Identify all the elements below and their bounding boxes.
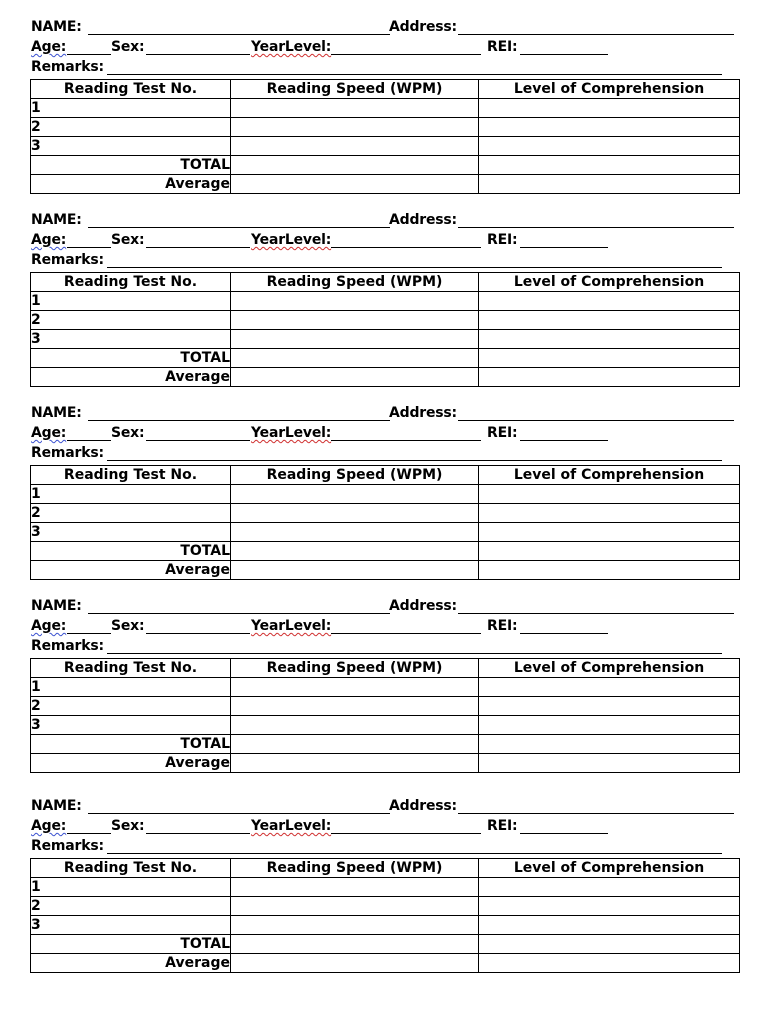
table-row (31, 504, 740, 523)
remarks-label: Remarks: (31, 252, 104, 268)
age-label: Age: (31, 39, 67, 55)
name-label: NAME: (31, 598, 82, 614)
row-label: 3 (31, 330, 231, 349)
address-field[interactable] (458, 227, 734, 228)
speed-cell[interactable] (231, 504, 479, 523)
table-row (31, 292, 740, 311)
row-label: 1 (31, 678, 231, 697)
header-comprehension: Level of Comprehension (479, 859, 740, 878)
remarks-label: Remarks: (31, 59, 104, 75)
table-row (31, 118, 740, 137)
row-label-total: TOTAL (31, 935, 231, 954)
comprehension-cell[interactable] (479, 137, 740, 156)
speed-cell[interactable] (231, 175, 479, 194)
speed-cell[interactable] (231, 156, 479, 175)
table-row-total (31, 349, 740, 368)
speed-cell[interactable] (231, 485, 479, 504)
year-level-field[interactable] (331, 833, 481, 834)
name-field[interactable] (88, 813, 390, 814)
table-row-average (31, 954, 740, 973)
name-label: NAME: (31, 212, 82, 228)
year-level-label: YearLevel: (251, 425, 332, 441)
row-label: 2 (31, 118, 231, 137)
comprehension-cell[interactable] (479, 99, 740, 118)
table-row-total (31, 156, 740, 175)
name-field[interactable] (88, 420, 390, 421)
speed-cell[interactable] (231, 311, 479, 330)
row-label: 1 (31, 485, 231, 504)
table-row-average (31, 368, 740, 387)
comprehension-cell[interactable] (479, 954, 740, 973)
sex-label: Sex: (111, 232, 145, 248)
table-header-row (31, 273, 740, 292)
comprehension-cell[interactable] (479, 349, 740, 368)
speed-cell[interactable] (231, 735, 479, 754)
table-row-total (31, 735, 740, 754)
comprehension-cell[interactable] (479, 678, 740, 697)
header-comprehension: Level of Comprehension (479, 273, 740, 292)
address-label: Address: (389, 405, 457, 421)
rei-field[interactable] (520, 633, 608, 634)
student-form-2 (0, 207, 768, 397)
address-label: Address: (389, 19, 457, 35)
speed-cell[interactable] (231, 292, 479, 311)
sex-label: Sex: (111, 818, 145, 834)
sex-field[interactable] (146, 633, 250, 634)
comprehension-cell[interactable] (479, 916, 740, 935)
row-label: 3 (31, 716, 231, 735)
comprehension-cell[interactable] (479, 504, 740, 523)
speed-cell[interactable] (231, 916, 479, 935)
reading-test-table (30, 465, 740, 580)
speed-cell[interactable] (231, 878, 479, 897)
remarks-field[interactable] (107, 267, 722, 268)
comprehension-cell[interactable] (479, 368, 740, 387)
year-level-field[interactable] (331, 54, 481, 55)
row-label-average: Average (31, 561, 231, 580)
student-form-4 (0, 593, 768, 783)
address-field[interactable] (458, 34, 734, 35)
header-test-no: Reading Test No. (31, 80, 231, 99)
header-test-no: Reading Test No. (31, 859, 231, 878)
age-field[interactable] (67, 833, 111, 834)
row-label: 3 (31, 137, 231, 156)
sex-field[interactable] (146, 247, 250, 248)
address-field[interactable] (458, 613, 734, 614)
reading-test-table (30, 79, 740, 194)
age-field[interactable] (67, 54, 111, 55)
age-field[interactable] (67, 247, 111, 248)
rei-field[interactable] (520, 833, 608, 834)
row-label-average: Average (31, 754, 231, 773)
header-comprehension: Level of Comprehension (479, 80, 740, 99)
table-row (31, 697, 740, 716)
address-label: Address: (389, 798, 457, 814)
table-row (31, 137, 740, 156)
header-test-no: Reading Test No. (31, 659, 231, 678)
table-header-row (31, 659, 740, 678)
comprehension-cell[interactable] (479, 754, 740, 773)
age-label: Age: (31, 618, 67, 634)
table-row-average (31, 561, 740, 580)
remarks-label: Remarks: (31, 838, 104, 854)
comprehension-cell[interactable] (479, 156, 740, 175)
row-label-total: TOTAL (31, 735, 231, 754)
comprehension-cell[interactable] (479, 485, 740, 504)
row-label-average: Average (31, 175, 231, 194)
table-header-row (31, 80, 740, 99)
speed-cell[interactable] (231, 716, 479, 735)
table-row (31, 916, 740, 935)
comprehension-cell[interactable] (479, 697, 740, 716)
comprehension-cell[interactable] (479, 523, 740, 542)
age-field[interactable] (67, 633, 111, 634)
row-label-total: TOTAL (31, 349, 231, 368)
age-field[interactable] (67, 440, 111, 441)
speed-cell[interactable] (231, 935, 479, 954)
address-label: Address: (389, 598, 457, 614)
row-label: 3 (31, 916, 231, 935)
speed-cell[interactable] (231, 754, 479, 773)
age-label: Age: (31, 232, 67, 248)
remarks-field[interactable] (107, 460, 722, 461)
speed-cell[interactable] (231, 897, 479, 916)
address-field[interactable] (458, 420, 734, 421)
age-label: Age: (31, 818, 67, 834)
year-level-field[interactable] (331, 633, 481, 634)
table-row (31, 485, 740, 504)
table-row-average (31, 175, 740, 194)
name-label: NAME: (31, 19, 82, 35)
sex-field[interactable] (146, 833, 250, 834)
table-row (31, 897, 740, 916)
header-test-no: Reading Test No. (31, 466, 231, 485)
comprehension-cell[interactable] (479, 175, 740, 194)
comprehension-cell[interactable] (479, 935, 740, 954)
remarks-field[interactable] (107, 74, 722, 75)
year-level-field[interactable] (331, 247, 481, 248)
table-row-total (31, 935, 740, 954)
row-label: 1 (31, 292, 231, 311)
address-field[interactable] (458, 813, 734, 814)
remarks-label: Remarks: (31, 638, 104, 654)
year-level-label: YearLevel: (251, 818, 332, 834)
remarks-field[interactable] (107, 853, 722, 854)
row-label: 2 (31, 697, 231, 716)
row-label: 2 (31, 897, 231, 916)
table-header-row (31, 466, 740, 485)
rei-field[interactable] (520, 440, 608, 441)
header-reading-speed: Reading Speed (WPM) (231, 466, 479, 485)
rei-field[interactable] (520, 247, 608, 248)
comprehension-cell[interactable] (479, 561, 740, 580)
comprehension-cell[interactable] (479, 311, 740, 330)
name-field[interactable] (88, 227, 390, 228)
year-level-label: YearLevel: (251, 39, 332, 55)
name-field[interactable] (88, 34, 390, 35)
student-form-3 (0, 400, 768, 590)
table-row-total (31, 542, 740, 561)
sex-field[interactable] (146, 54, 250, 55)
speed-cell[interactable] (231, 561, 479, 580)
name-label: NAME: (31, 798, 82, 814)
table-header-row (31, 859, 740, 878)
name-field[interactable] (88, 613, 390, 614)
rei-field[interactable] (520, 54, 608, 55)
comprehension-cell[interactable] (479, 897, 740, 916)
speed-cell[interactable] (231, 697, 479, 716)
comprehension-cell[interactable] (479, 292, 740, 311)
row-label-average: Average (31, 954, 231, 973)
speed-cell[interactable] (231, 118, 479, 137)
comprehension-cell[interactable] (479, 735, 740, 754)
comprehension-cell[interactable] (479, 118, 740, 137)
speed-cell[interactable] (231, 542, 479, 561)
speed-cell[interactable] (231, 137, 479, 156)
address-label: Address: (389, 212, 457, 228)
comprehension-cell[interactable] (479, 330, 740, 349)
speed-cell[interactable] (231, 954, 479, 973)
sex-label: Sex: (111, 618, 145, 634)
year-level-label: YearLevel: (251, 618, 332, 634)
comprehension-cell[interactable] (479, 716, 740, 735)
rei-label: REI: (487, 618, 518, 634)
speed-cell[interactable] (231, 523, 479, 542)
row-label: 3 (31, 523, 231, 542)
name-label: NAME: (31, 405, 82, 421)
header-comprehension: Level of Comprehension (479, 466, 740, 485)
student-form-1 (0, 14, 768, 204)
header-reading-speed: Reading Speed (WPM) (231, 659, 479, 678)
rei-label: REI: (487, 425, 518, 441)
row-label: 1 (31, 878, 231, 897)
table-row (31, 99, 740, 118)
row-label: 2 (31, 504, 231, 523)
reading-test-table (30, 658, 740, 773)
header-comprehension: Level of Comprehension (479, 659, 740, 678)
table-row (31, 330, 740, 349)
row-label-total: TOTAL (31, 542, 231, 561)
year-level-field[interactable] (331, 440, 481, 441)
header-reading-speed: Reading Speed (WPM) (231, 859, 479, 878)
rei-label: REI: (487, 818, 518, 834)
reading-test-table (30, 272, 740, 387)
rei-label: REI: (487, 39, 518, 55)
speed-cell[interactable] (231, 330, 479, 349)
table-row (31, 716, 740, 735)
speed-cell[interactable] (231, 368, 479, 387)
remarks-field[interactable] (107, 653, 722, 654)
year-level-label: YearLevel: (251, 232, 332, 248)
row-label-total: TOTAL (31, 156, 231, 175)
table-row (31, 311, 740, 330)
rei-label: REI: (487, 232, 518, 248)
comprehension-cell[interactable] (479, 542, 740, 561)
speed-cell[interactable] (231, 349, 479, 368)
table-row-average (31, 754, 740, 773)
row-label-average: Average (31, 368, 231, 387)
sex-field[interactable] (146, 440, 250, 441)
comprehension-cell[interactable] (479, 878, 740, 897)
header-reading-speed: Reading Speed (WPM) (231, 80, 479, 99)
header-test-no: Reading Test No. (31, 273, 231, 292)
speed-cell[interactable] (231, 678, 479, 697)
table-row (31, 678, 740, 697)
header-reading-speed: Reading Speed (WPM) (231, 273, 479, 292)
row-label: 2 (31, 311, 231, 330)
sex-label: Sex: (111, 39, 145, 55)
table-row (31, 878, 740, 897)
row-label: 1 (31, 99, 231, 118)
remarks-label: Remarks: (31, 445, 104, 461)
table-row (31, 523, 740, 542)
reading-test-table (30, 858, 740, 973)
student-form-5 (0, 793, 768, 983)
age-label: Age: (31, 425, 67, 441)
speed-cell[interactable] (231, 99, 479, 118)
sex-label: Sex: (111, 425, 145, 441)
